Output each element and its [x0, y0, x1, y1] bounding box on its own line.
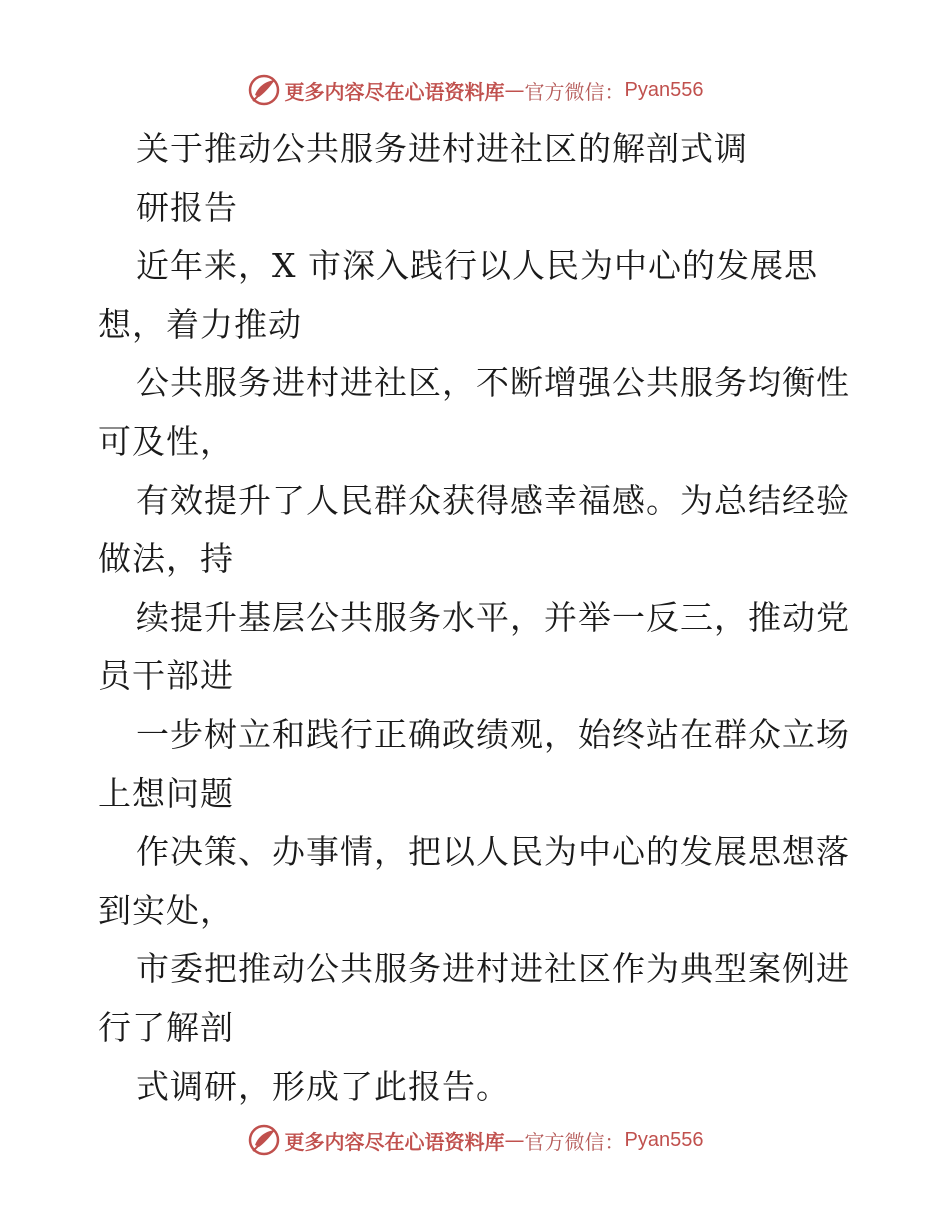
text-line: 作决策、办事情，把以人民为中心的发展思想落	[136, 832, 850, 872]
text-line: 一步树立和践行正确政绩观，始终站在群众立场	[136, 714, 850, 754]
text-line: 研报告	[136, 187, 238, 227]
text-line: 想，着力推动	[98, 304, 302, 344]
text-line: 到实处，	[98, 890, 234, 930]
text-line: 公共服务进村进社区，不断增强公共服务均衡性	[136, 363, 850, 403]
watermark-main-text: 更多内容尽在心语资料库	[284, 1129, 505, 1154]
text-line: 式调研，形成了此报告。	[136, 1066, 510, 1106]
pen-logo-icon	[247, 1123, 281, 1157]
text-line: 员干部进	[98, 656, 234, 696]
text-line: 市委把推动公共服务进村进社区作为典型案例进	[136, 949, 850, 989]
watermark-id: Pyan556	[624, 78, 704, 101]
watermark-sub-text: 官方微信：	[524, 1129, 625, 1154]
watermark-main-text: 更多内容尽在心语资料库	[284, 79, 505, 104]
text-line: 可及性，	[98, 421, 234, 461]
watermark-header	[0, 70, 950, 110]
text-line: 上想问题	[98, 773, 234, 813]
watermark-dash: —	[504, 78, 525, 102]
text-line: 续提升基层公共服务水平，并举一反三，推动党	[136, 597, 850, 637]
watermark-dash: —	[504, 1128, 525, 1152]
document-body	[98, 120, 858, 1116]
watermark-id: Pyan556	[624, 1128, 704, 1151]
watermark-sub-text: 官方微信：	[524, 79, 625, 104]
text-line: 做法，持	[98, 539, 234, 579]
pen-logo-icon	[247, 73, 281, 107]
text-line: 行了解剖	[98, 1007, 234, 1047]
text-line: 关于推动公共服务进村进社区的解剖式调	[136, 129, 748, 168]
watermark-footer	[0, 1120, 950, 1160]
text-line: 有效提升了人民群众获得感幸福感。为总结经验	[136, 480, 850, 520]
text-line: 近年来，X 市深入践行以人民为中心的发展思	[136, 246, 818, 286]
